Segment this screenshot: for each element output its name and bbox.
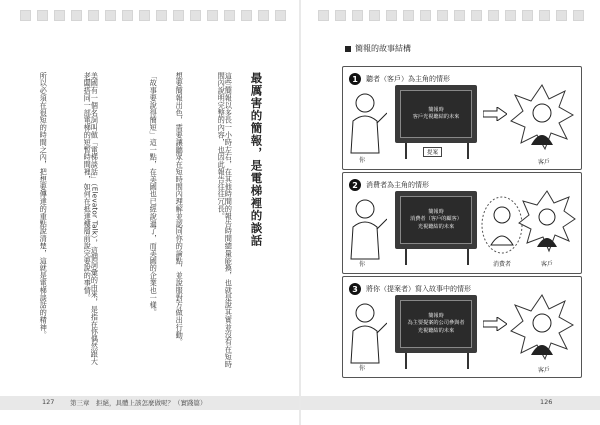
board-line: 為主要提案的公司參與者 [407,320,465,327]
page-number-right: 126 [540,398,553,406]
decor-square [437,10,448,21]
decor-square [573,10,584,21]
consumer-label: 消費者 [493,261,512,268]
board-leg [467,249,469,265]
arrow-right-icon [483,317,507,331]
footer-bar-right [301,396,600,410]
decor-square [258,10,269,21]
panel-heading [349,73,450,85]
client-starburst-icon [509,293,575,367]
panel-heading [349,179,429,191]
diagram-title-text: 簡報的故事結構 [355,44,411,53]
presenter-label: 你 [359,365,366,372]
presenter-figure-icon [347,301,387,367]
presentation-board [395,191,477,249]
proposal-tag: 提案 [423,147,442,157]
top-decor-left [20,10,286,21]
decor-square [88,10,99,21]
decor-square [386,10,397,21]
decor-square [156,10,167,21]
decor-square [471,10,482,21]
decor-square [105,10,116,21]
decor-square [190,10,201,21]
decor-square [173,10,184,21]
decor-square [335,10,346,21]
decor-square [122,10,133,21]
board-leg [405,143,407,159]
decor-square [275,10,286,21]
paragraph: 想要簡報出色，需要讓聽眾在短時間內理解並認同你的論點，並說服對方做出行動。 [175,72,185,346]
paragraph: 這些簡報以多長一小時左右，在其他時間的報告時間總量能換，也就是說其實並沒有在短時間內說明完整的內容，也因此報告往往冗長。 [217,72,234,368]
presentation-board [395,295,477,353]
client-label: 客戶 [541,261,554,268]
paragraph: 「故事要說得簡短」這一點，在美國也已經說過了，而美國的企業也一樣。 [149,72,159,317]
board-leg [405,249,407,265]
decor-square [369,10,380,21]
board-line: 消費者（客戶的顧客） [410,216,462,223]
panel-number: 3 [349,283,361,295]
paragraph: 所以必須在很短的時間之內，把想要傳達的重點說清楚，這就是電梯談話的精神。 [39,72,49,339]
diagram-title [345,43,411,54]
board-line: 簡報時 [428,209,444,216]
board-screen [400,90,472,138]
panel-heading-text: 聽者（客戶）為主角的情形 [366,75,450,83]
decor-square [505,10,516,21]
decor-square [556,10,567,21]
panel-number: 1 [349,73,361,85]
section-title: 最厲害的簡報，是電梯裡的談話 [249,72,264,247]
board-line: 光視聽結的未來 [417,327,455,334]
panel-heading-text: 將你（提案者）寫入故事中的情形 [366,285,471,293]
panel-heading [349,283,471,295]
presenter-figure-icon [347,197,387,263]
decor-square [403,10,414,21]
paragraph: 美國有一個名詞叫做「電梯談話」（Elevator Talk），這個詞彙的由來，是指在你偶然跟大老闆搭同一部電梯的短暫時間裡，如何在抵達樓層前說完要說的事情。 [83,72,100,365]
decor-square [224,10,235,21]
listener-label: 客戶 [538,367,551,374]
decor-square [352,10,363,21]
decor-square [54,10,65,21]
square-bullet-icon [345,46,351,52]
decor-square [71,10,82,21]
board-line: 簡報時 [428,313,444,320]
chapter-title: 第三章 拒絕，具體上該怎麼做呢？（實踐篇） [70,399,207,407]
board-screen [400,196,472,244]
decor-square [522,10,533,21]
decor-square [139,10,150,21]
diagram-panel-2 [342,172,582,274]
presenter-label: 你 [359,261,366,268]
page-number-left: 127 [42,398,55,406]
board-line: 客戶光視聽結的未來 [412,114,460,120]
board-screen [400,300,472,348]
decor-square [241,10,252,21]
presenter-label: 你 [359,157,366,164]
client-starburst-icon [517,189,577,259]
decor-square [539,10,550,21]
decor-square [20,10,31,21]
decor-square [488,10,499,21]
board-leg [467,353,469,369]
top-decor-right [318,10,584,21]
panel-heading-text: 消費者為主角的情形 [366,181,429,189]
listener-label: 客戶 [538,159,551,166]
decor-square [318,10,329,21]
client-starburst-icon [509,83,575,157]
decor-square [420,10,431,21]
diagram-panel-1 [342,66,582,170]
board-leg [405,353,407,369]
decor-square [37,10,48,21]
presentation-board [395,85,477,143]
board-line: 簡報時 [428,106,444,113]
decor-square [207,10,218,21]
arrow-right-icon [483,107,507,121]
diagram-panel-3 [342,276,582,378]
decor-square [454,10,465,21]
board-leg [467,143,469,159]
presenter-figure-icon [347,91,387,157]
page-gutter [299,0,301,425]
board-line: 光視聽結的未來 [417,223,455,230]
panel-number: 2 [349,179,361,191]
